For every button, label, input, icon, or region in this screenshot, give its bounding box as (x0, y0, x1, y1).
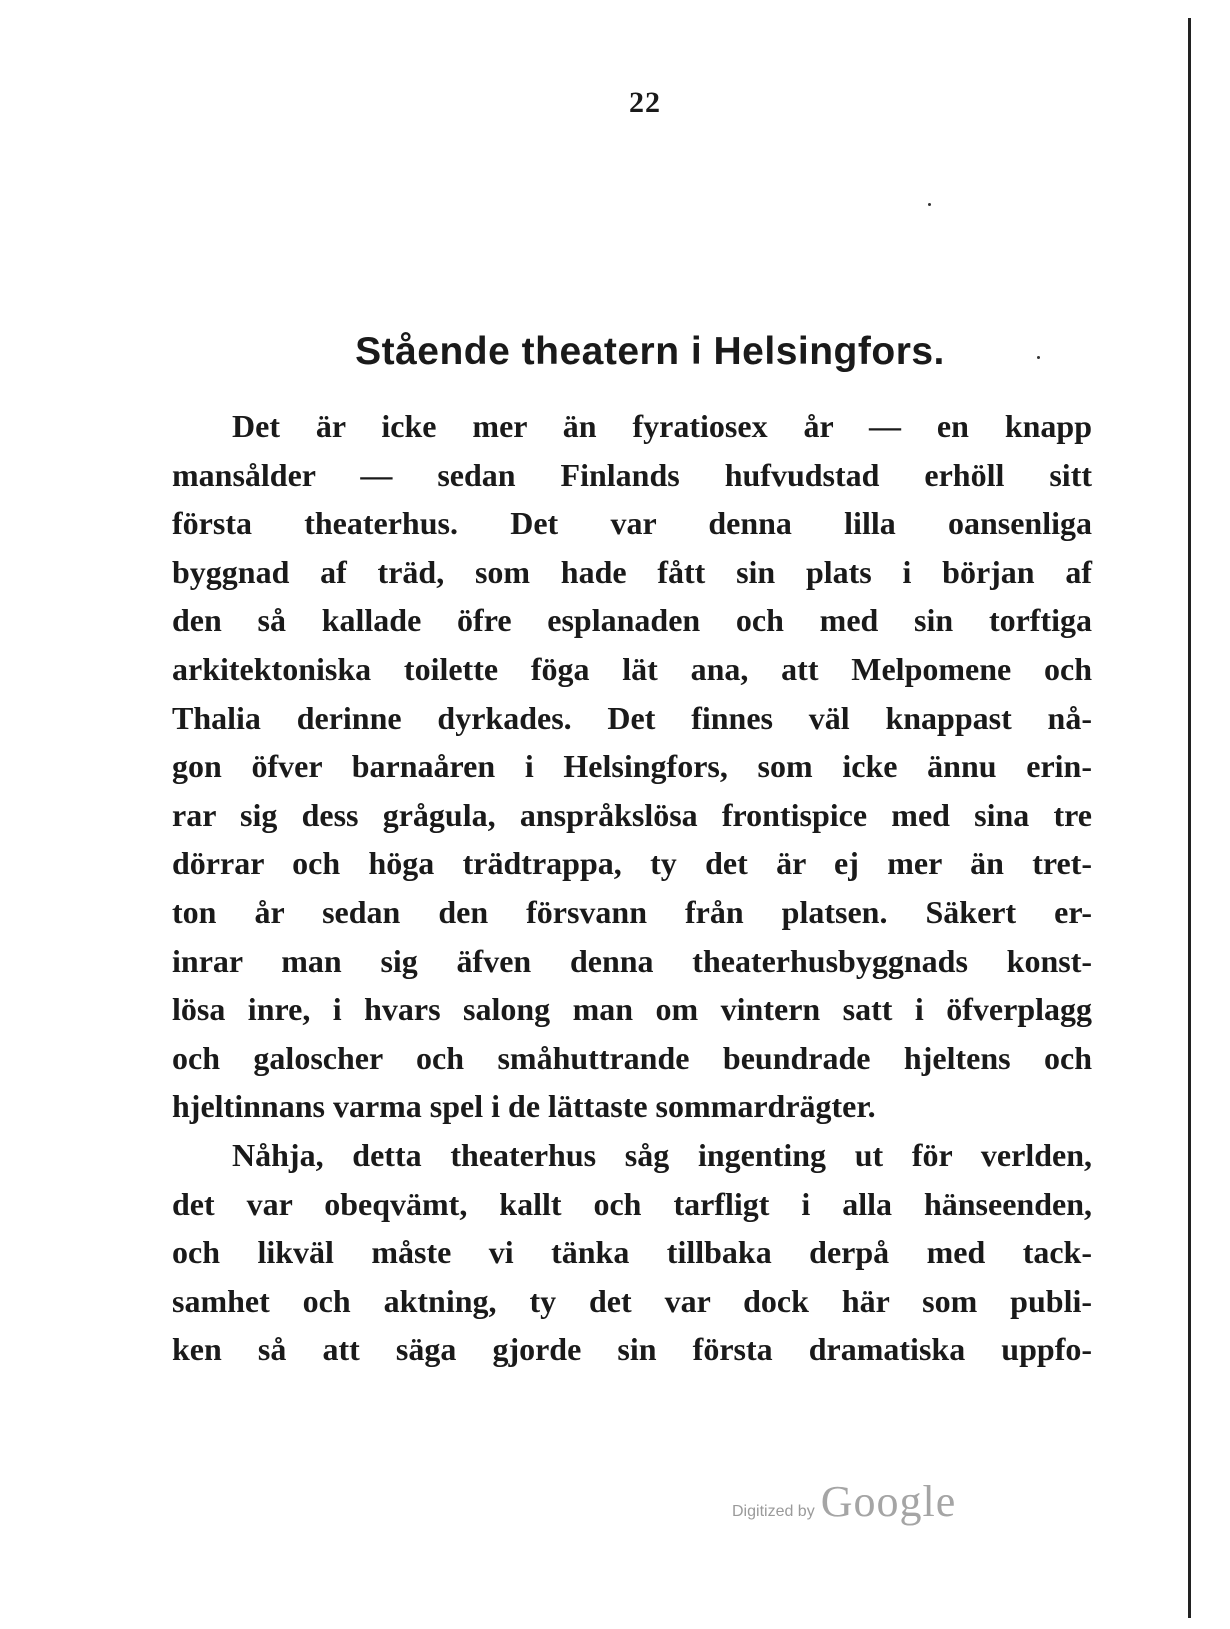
text-line: den så kallade öfre esplanaden och med sin torftiga (172, 602, 1092, 639)
google-logo: Google (820, 1477, 957, 1526)
text-line: arkitektoniska toilette föga lät ana, att Melpomene och (172, 650, 1092, 687)
text-line: och likväl måste vi tänka tillbaka derpå med tack- (172, 1234, 1092, 1271)
text-line: Nåhja, detta theaterhus såg ingenting ut för verlden, (232, 1136, 1092, 1173)
page-edge-rule (1188, 18, 1191, 1618)
text-line: Thalia derinne dyrkades. Det finnes väl knappast nå- (172, 699, 1092, 736)
text-line: byggnad af träd, som hade fått sin plats i början af (172, 553, 1092, 590)
watermark-prefix: Digitized by (732, 1503, 815, 1520)
text-line: hjeltinnans varma spel i de lättaste sommardrägter. (172, 1088, 876, 1125)
text-line: första theaterhus. Det var denna lilla oansenliga (172, 505, 1092, 542)
print-speck (928, 203, 931, 206)
text-line: och galoscher och småhuttrande beundrade hjeltens och (172, 1039, 1092, 1076)
text-line: dörrar och höga trädtrappa, ty det är ej mer än tret- (172, 845, 1092, 882)
text-line: gon öfver barnaåren i Helsingfors, som icke ännu erin- (172, 748, 1092, 785)
digitization-watermark (732, 1476, 956, 1527)
text-line: Det är icke mer än fyratiosex år — en knapp (232, 408, 1092, 444)
page-number: 22 (629, 86, 661, 119)
text-line: det var obeqvämt, kallt och tarfligt i alla hänseenden, (172, 1185, 1092, 1222)
text-line: mansålder — sedan Finlands hufvudstad erhöll sitt (172, 456, 1092, 493)
text-line: ton år sedan den försvann från platsen. Säkert er- (172, 893, 1092, 930)
text-line: lösa inre, i hvars salong man om vintern satt i öfverplagg (172, 991, 1092, 1028)
text-line: rar sig dess grågula, anspråkslösa frontispice med sina tre (172, 796, 1092, 833)
text-line: inrar man sig äfven denna theaterhusbyggnads konst- (172, 942, 1092, 979)
chapter-title: Stående theatern i Helsingfors. (355, 330, 945, 373)
text-line: ken så att säga gjorde sin första dramatiska uppfo- (172, 1331, 1092, 1368)
text-line: samhet och aktning, ty det var dock här som publi- (172, 1282, 1092, 1319)
body-text (172, 402, 1092, 1374)
